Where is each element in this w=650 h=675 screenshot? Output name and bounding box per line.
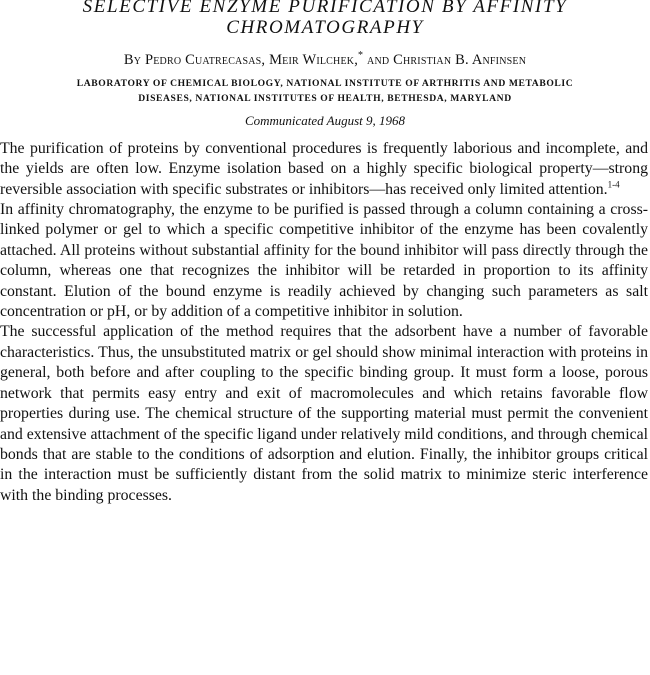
by-label: By <box>123 51 142 68</box>
and-label: and <box>367 51 390 68</box>
paragraph-1-text: The purification of proteins by conventional procedures is frequently laborious and incomplete, and the yields are often low. Enzyme isolation based on a highly specific biological property—strong reversible association with specific substrates or inhibitors—has received only limited attention. <box>0 139 648 198</box>
author-cuatrecasas: Pedro Cuatrecasas, <box>144 51 266 68</box>
title-line-1: SELECTIVE ENZYME PURIFICATION BY AFFINITY <box>82 0 568 17</box>
title-line-2: CHROMATOGRAPHY <box>226 17 424 38</box>
reference-superscript: 1-4 <box>607 179 620 190</box>
author-anfinsen: Christian B. Anfinsen <box>393 51 527 68</box>
author-footnote-mark: * <box>358 50 364 61</box>
affiliation-line-2: DISEASES, NATIONAL INSTITUTES OF HEALTH, BETHESDA, MARYLAND <box>138 92 512 104</box>
paragraph-3: The successful application of the method requires that the adsorbent have a number of favorable characteristics. Thus, the unsubstituted matrix or gel should show minimal interaction with proteins in general, both before and after coupling to the specific binding group. It must form a loose, porous network that permits easy entry and exit of macromolecules and which retains favorable flow properties during use. The chemical structure of the supporting material must permit the convenient and extensive attachment of the specific ligand under relatively mild conditions, and through chemical bonds that are stable to the conditions of adsorption and elution. Finally, the inhibitor groups critical in the interaction must be sufficiently distant from the solid matrix to minimize steric interference with the binding processes. <box>0 323 648 504</box>
paragraph-2: In affinity chromatography, the enzyme to be purified is passed through a column containing a cross-linked polymer or gel to which a specific competitive inhibitor of the enzyme has been covalently attached. All proteins without substantial affinity for the bound inhibitor will pass directly through the column, whereas one that recognizes the inhibitor will be retarded in proportion to its affinity constant. Elution of the bound enzyme is readily achieved by changing such parameters as salt concentration or pH, or by addition of a competitive inhibitor in solution. <box>0 201 648 321</box>
body-text <box>0 139 648 506</box>
affiliation <box>0 76 650 106</box>
author-wilchek: Meir Wilchek, <box>269 51 359 68</box>
paper-title <box>0 0 650 38</box>
affiliation-line-1: LABORATORY OF CHEMICAL BIOLOGY, NATIONAL INSTITUTE OF ARTHRITIS AND METABOLIC <box>76 77 574 89</box>
communicated-date: Communicated August 9, 1968 <box>244 112 406 128</box>
paragraph-1 <box>0 139 648 200</box>
author-line <box>0 50 650 69</box>
